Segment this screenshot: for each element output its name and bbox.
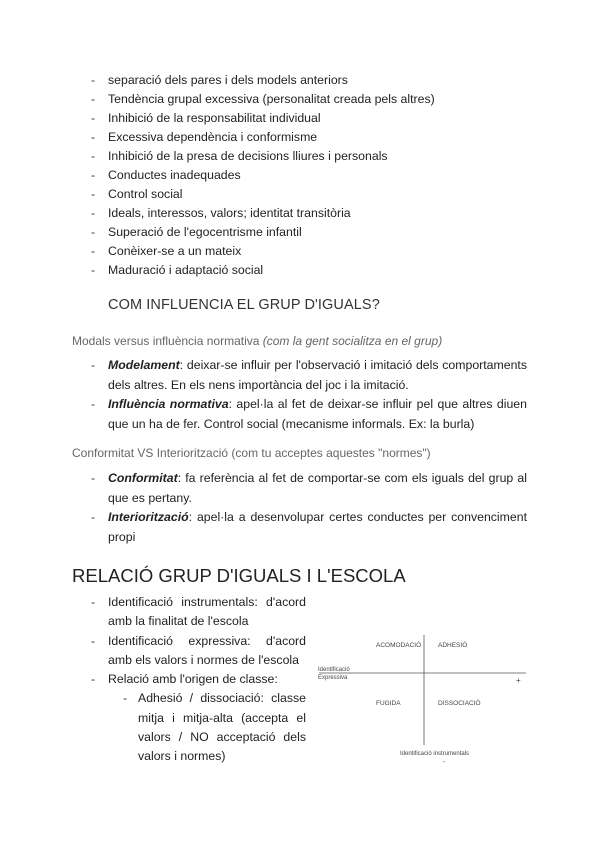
plus-sign: + bbox=[516, 676, 521, 685]
list-item: - Conèixer-se a un mateix bbox=[108, 242, 548, 261]
list-item: - Inhibició de la presa de decisions lliures i personals bbox=[108, 147, 548, 166]
list-item: - Tendència grupal excessiva (personalitat creada pels altres) bbox=[108, 90, 548, 109]
list-item: - Identificació instrumentals: d'acord amb la finalitat de l'escola bbox=[108, 593, 306, 632]
consequences-list bbox=[108, 71, 548, 280]
y-axis-label-1: Identificació bbox=[318, 667, 350, 673]
term: Influència normativa bbox=[108, 397, 229, 411]
definition: : apel·la a desenvolupar certes conductes per convenciment propi bbox=[108, 510, 527, 544]
quadrant-bottom-right: DISSOCIACIÓ bbox=[438, 700, 481, 707]
list-item: - Superació de l'egocentrisme infantil bbox=[108, 223, 548, 242]
section-heading-school: RELACIÓ GRUP D'IGUALS I L'ESCOLA bbox=[72, 565, 406, 586]
list-item bbox=[108, 469, 527, 508]
quadrant-top-left: ACOMODACIÓ bbox=[376, 642, 422, 649]
identification-diagram bbox=[314, 633, 534, 773]
sub-list-item: - Adhesió / dissociació: classe mitja i mitja-alta (accepta el valors / NO acceptació dels valors i normes) bbox=[138, 689, 306, 766]
quadrant-top-right: ADHESIÓ bbox=[438, 642, 468, 649]
list-item bbox=[108, 395, 527, 434]
y-axis-label-2: Expressiva bbox=[318, 675, 348, 681]
definition: : deixar-se influir per l'observació i imitació dels comportaments dels altres. En els nens importància del joc i la imitació. bbox=[108, 358, 527, 392]
subheading-conformity bbox=[72, 446, 431, 460]
term: Modelament bbox=[108, 358, 180, 372]
list-item bbox=[108, 508, 527, 547]
diagram-svg bbox=[314, 633, 534, 773]
list-item: - Maduració i adaptació social bbox=[108, 261, 548, 280]
list-item bbox=[108, 356, 527, 395]
subheading-text: Conformitat VS Interiorització (com tu acceptes aquestes "normes") bbox=[72, 446, 431, 460]
quadrant-bottom-left: FUGIDA bbox=[376, 700, 401, 707]
minus-sign: - bbox=[443, 759, 446, 766]
term: Interiorització bbox=[108, 510, 189, 524]
definition: : fa referència al fet de comportar-se com els iguals del grup al que es pertany. bbox=[108, 471, 527, 505]
term: Conformitat bbox=[108, 471, 178, 485]
list-item: - Control social bbox=[108, 185, 548, 204]
x-axis-label: Identificació instrumentals bbox=[400, 751, 470, 757]
influence-list bbox=[108, 356, 527, 434]
list-item: - Excessiva dependència i conformisme bbox=[108, 128, 548, 147]
list-item: - separació dels pares i dels models anteriors bbox=[108, 71, 548, 90]
list-item: - Identificació expressiva: d'acord amb els valors i normes de l'escola bbox=[108, 632, 306, 671]
section-heading-influence: COM INFLUENCIA EL GRUP D'IGUALS? bbox=[108, 297, 380, 313]
list-item: - Conductes inadequades bbox=[108, 166, 548, 185]
list-item bbox=[108, 670, 306, 766]
subheading-text: Modals versus influència normativa bbox=[72, 334, 263, 348]
sub-list bbox=[138, 689, 306, 766]
subheading-italic: (com la gent socialitza en el grup) bbox=[262, 334, 443, 348]
definition: : apel·la al fet de deixar-se influir pel que altres diuen que un ha de fer. Control social (mecanisme informals. Ex: la burla) bbox=[108, 397, 527, 431]
list-item: - Ideals, interessos, valors; identitat transitòria bbox=[108, 204, 548, 223]
conformity-list bbox=[108, 469, 527, 547]
list-item-text: Relació amb l'origen de classe: bbox=[108, 672, 278, 687]
school-list bbox=[108, 593, 306, 767]
subheading-models bbox=[72, 334, 442, 348]
list-item: - Inhibició de la responsabilitat individual bbox=[108, 109, 548, 128]
